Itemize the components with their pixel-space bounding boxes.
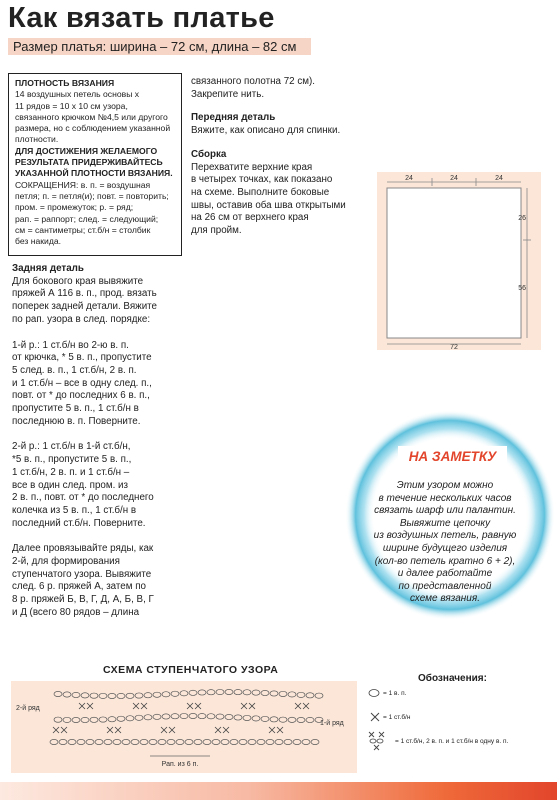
abbr-line: см = сантиметры; ст.б/н = столбик (15, 224, 151, 235)
note-line: по представленной (398, 580, 492, 592)
note-line: схеме вязания. (410, 593, 480, 605)
further-line: след. 6 р. пряжей А, затем по (12, 581, 146, 593)
page-title: Как вязать платье (8, 2, 275, 34)
note-line: Вывяжите цепочку (399, 517, 491, 529)
legend-item: = 1 в. п. (383, 690, 407, 697)
row2-line: *5 в. п., пропустите 5 в. п., (12, 454, 132, 466)
abbr-line: рап. = раппорт; след. = следующий; (15, 213, 159, 224)
gauge-warning: РЕЗУЛЬТАТА ПРИДЕРЖИВАЙТЕСЬ (15, 157, 163, 168)
side-bottom-label: 56 (518, 285, 526, 292)
top-label: 24 (405, 175, 413, 182)
further-line: и Д (всего 80 рядов – длина (12, 606, 140, 618)
gauge-line: плотности. (15, 134, 59, 145)
row2-line: 2-й р.: 1 ст.б/н в 1-й ст.б/н, (12, 441, 131, 453)
note-line: (кол-во петель кратно 6 + 2), (374, 555, 516, 567)
back-intro-line: Для бокового края вывяжите (12, 275, 144, 287)
bottom-label: 72 (450, 344, 458, 351)
legend-item: = 1 ст.б/н, 2 в. п. и 1 ст.б/н в одну в. п. (395, 738, 509, 745)
note-line: Этим узором можно (396, 480, 494, 491)
assembly-line: швы, оставив оба шва открытыми (191, 199, 346, 211)
side-top-label: 26 (518, 215, 526, 222)
legend-item: = 1 ст.б/н (383, 714, 411, 721)
assembly-line: в четырех точках, как показано (191, 174, 333, 186)
row2-label: 2-й ряд (16, 705, 40, 712)
gauge-line: связанного крючком №4,5 или другого (15, 111, 168, 122)
schema-title: СХЕМА СТУПЕНЧАТОГО УЗОРА (103, 664, 279, 676)
gauge-line: 14 воздушных петель основы х (15, 89, 140, 100)
back-heading: Задняя деталь (12, 263, 84, 274)
top-label: 24 (495, 175, 503, 182)
chain-stitch-icon (368, 688, 380, 698)
column-two (191, 76, 371, 238)
further-line: ступенчатого узора. Вывяжите (12, 568, 152, 580)
gauge-line: 11 рядов = 10 х 10 см узора, (15, 100, 128, 111)
row1-line: последнюю в. п. Поверните. (12, 415, 141, 427)
row1-line: 1-й р.: 1 ст.б/н во 2-ю в. п. (12, 339, 129, 351)
dress-diagram (375, 170, 545, 355)
back-section (12, 263, 187, 620)
row2-line: последний ст.б/н. Поверните. (12, 517, 146, 529)
abbr-line: петля; п. = петля(и); повт. = повторить; (15, 190, 169, 201)
row2-line: колечка из 5 в. п., 1 ст.б/н в (12, 504, 137, 516)
row1-line: и 1 ст.б/н – все в одну след. п., (12, 377, 152, 389)
row2-line: все в один след. пром. из (12, 479, 128, 491)
note-line: из воздушных петель, равную (373, 530, 517, 542)
shell-stitch-icon (367, 730, 387, 752)
note-text (356, 480, 534, 606)
gauge-heading: ПЛОТНОСТЬ ВЯЗАНИЯ (15, 78, 115, 88)
gauge-line: размера, но с соблюдением указанной (15, 123, 171, 134)
further-line: 2-й, для формирования (12, 556, 120, 568)
front-heading: Передняя деталь (191, 112, 276, 124)
abbr-line: СОКРАЩЕНИЯ: в. п. = воздушная (15, 179, 151, 190)
note-line: связать шарф или палантин. (374, 505, 516, 517)
further-line: 8 р. пряжей Б, В, Г, Д, А, Б, В, Г (12, 594, 154, 606)
row1-line: от крючка, * 5 в. п., пропустите (12, 352, 152, 364)
gauge-box (8, 73, 182, 256)
note-line: в течение нескольких часов (378, 492, 512, 504)
footer-bar (0, 782, 557, 800)
assembly-line: на схеме. Выполните боковые (191, 186, 330, 198)
note-line: ширине будущего изделия (382, 542, 508, 554)
top-label: 24 (450, 175, 458, 182)
single-crochet-icon (370, 712, 380, 722)
gauge-warning: ДЛЯ ДОСТИЖЕНИЯ ЖЕЛАЕМОГО (15, 145, 158, 156)
note-line: и далее работайте (397, 568, 493, 580)
continued-line: связанного полотна 72 см). (191, 76, 315, 87)
assembly-heading: Сборка (191, 148, 227, 160)
row1-label: 1-й ряд (320, 720, 344, 727)
continued-line: Закрепите нить. (191, 88, 265, 100)
rapport-label: Рап. из 6 п. (161, 761, 199, 768)
assembly-line: Перехватите верхние края (191, 161, 313, 173)
note-title: НА ЗАМЕТКУ (398, 446, 507, 468)
row1-line: повт. от * до последних 6 в. п., (12, 390, 150, 402)
assembly-line: для пройм. (191, 225, 242, 237)
back-intro-line: поперек задней детали. Вяжите (12, 301, 158, 313)
dress-outline (387, 188, 521, 338)
row2-line: 2 в. п., повт. от * до последнего (12, 492, 154, 504)
abbr-line: без накида. (15, 236, 62, 247)
gauge-warning: УКАЗАННОЙ ПЛОТНОСТИ ВЯЗАНИЯ. (15, 168, 173, 179)
row2-line: 1 ст.б/н, 2 в. п. и 1 ст.б/н – (12, 466, 130, 478)
size-line: Размер платья: ширина – 72 см, длина – 82 см (8, 38, 311, 55)
front-text: Вяжите, как описано для спинки. (191, 125, 341, 137)
row1-line: 5 след. в. п., 1 ст.б/н, 2 в. п. (12, 364, 137, 376)
stitch-schema (10, 680, 360, 775)
further-line: Далее провязывайте ряды, как (12, 543, 154, 555)
row1-line: пропустите 5 в. п., 1 ст.б/н в (12, 403, 139, 415)
assembly-line: на 26 см от верхнего края (191, 212, 309, 224)
abbr-line: пром. = промежуток; р. = ряд; (15, 202, 134, 213)
back-intro-line: пряжей А 116 в. п., прод. вязать (12, 288, 157, 300)
back-intro-line: по рап. узора в след. порядке: (12, 313, 151, 325)
legend-title: Обозначения: (418, 673, 487, 684)
